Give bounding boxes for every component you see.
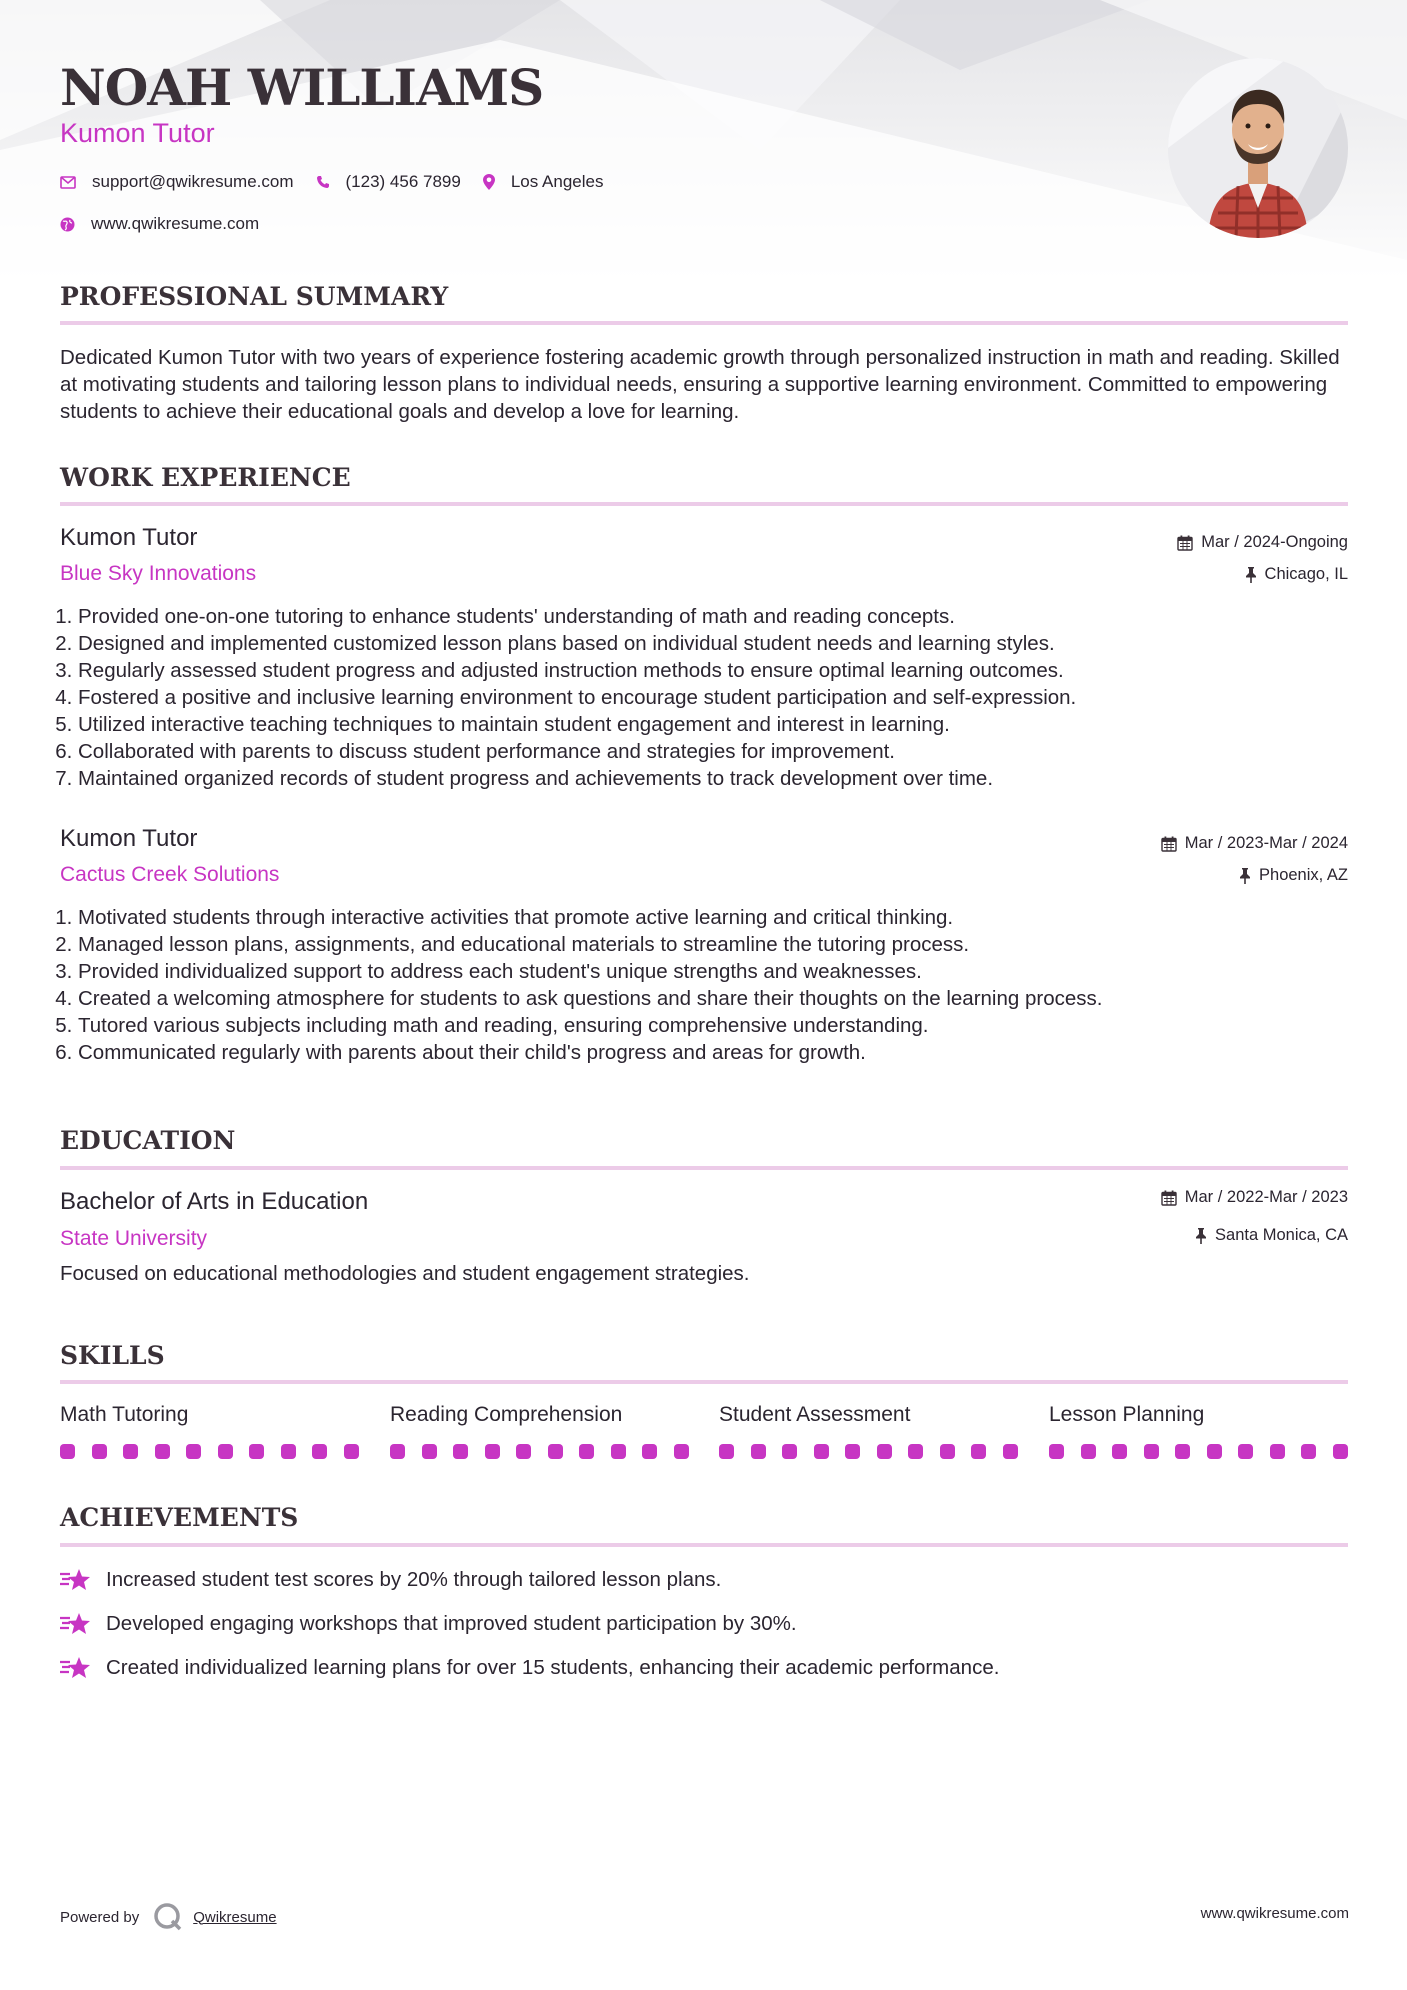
candidate-role: Kumon Tutor — [60, 118, 215, 148]
skills-heading: SKILLS — [60, 1341, 165, 1370]
skill-rating-dot — [344, 1444, 359, 1459]
education-divider — [60, 1166, 1348, 1170]
skill-rating-dot — [971, 1444, 986, 1459]
skill-rating — [60, 1444, 359, 1459]
summary-heading: PROFESSIONAL SUMMARY — [60, 282, 449, 311]
footer-website[interactable]: www.qwikresume.com — [1200, 1905, 1349, 1922]
list-item: 2. Designed and implemented customized lesson plans based on individual student needs and learning styles. — [78, 630, 1348, 657]
list-item: 4. Fostered a positive and inclusive learning environment to encourage student participation and self-expression. — [78, 684, 1348, 711]
achievement-text: Increased student test scores by 20% through tailored lesson plans. — [106, 1568, 722, 1591]
job-2-location — [1239, 866, 1348, 885]
shooting-star-icon — [60, 1611, 92, 1637]
list-item: 4. Created a welcoming atmosphere for students to ask questions and share their thoughts on the learning process. — [78, 985, 1348, 1012]
list-item: 2. Managed lesson plans, assignments, and educational materials to streamline the tutoring process. — [78, 931, 1348, 958]
qwikresume-logo-icon — [153, 1902, 183, 1932]
education-location-text: Santa Monica, CA — [1215, 1226, 1348, 1244]
skill-rating-dot — [92, 1444, 107, 1459]
shooting-star-icon — [60, 1567, 92, 1593]
pushpin-icon — [1245, 567, 1257, 583]
skill-rating — [1049, 1444, 1348, 1459]
job-2-company: Cactus Creek Solutions — [60, 863, 280, 886]
skill-rating-dot — [1270, 1444, 1285, 1459]
skill-rating-dot — [1003, 1444, 1018, 1459]
skill-rating-dot — [1207, 1444, 1222, 1459]
avatar-illustration — [1168, 58, 1348, 238]
experience-divider — [60, 502, 1348, 506]
shooting-star-icon — [60, 1655, 92, 1681]
skill-rating-dot — [390, 1444, 405, 1459]
skill-rating-dot — [186, 1444, 201, 1459]
contact-phone[interactable] — [316, 172, 461, 192]
list-item: 3. Provided individualized support to address each student's unique strengths and weaknesses. — [78, 958, 1348, 985]
phone-text: (123) 456 7899 — [345, 172, 461, 191]
skill-rating-dot — [422, 1444, 437, 1459]
skill-rating-dot — [877, 1444, 892, 1459]
achievement-text: Created individualized learning plans for over 15 students, enhancing their academic performance. — [106, 1656, 1000, 1679]
skill-rating-dot — [218, 1444, 233, 1459]
skill-item — [1049, 1403, 1349, 1459]
contact-website[interactable] — [60, 214, 259, 234]
list-item: 3. Regularly assessed student progress and adjusted instruction methods to ensure optimal learning outcomes. — [78, 657, 1348, 684]
list-item: 5. Utilized interactive teaching techniques to maintain student engagement and interest in learning. — [78, 711, 1348, 738]
skill-rating-dot — [1112, 1444, 1127, 1459]
summary-text: Dedicated Kumon Tutor with two years of experience fostering academic growth through personalized instruction in math and reading. Skilled at motivating students and tailoring lesson plans to individual needs, ensuring a supportive learning environment. Committed to empowering students to achieve their educational goals and develop a love for learning. — [60, 346, 1340, 423]
job-1-location-text: Chicago, IL — [1264, 565, 1348, 583]
list-item: 7. Maintained organized records of student progress and achievements to track development over time. — [78, 765, 1348, 792]
skills-divider — [60, 1380, 1348, 1384]
education-heading: EDUCATION — [60, 1126, 236, 1155]
skill-name: Student Assessment — [719, 1403, 911, 1426]
pushpin-icon — [1239, 868, 1251, 884]
powered-by-label: Powered by — [60, 1908, 140, 1926]
skill-rating-dot — [782, 1444, 797, 1459]
skill-rating-dot — [123, 1444, 138, 1459]
education-dates — [1161, 1188, 1348, 1207]
job-1-location — [1245, 565, 1348, 584]
list-item: 5. Tutored various subjects including math and reading, ensuring comprehensive understanding. — [78, 1012, 1348, 1039]
experience-heading: WORK EXPERIENCE — [60, 463, 351, 492]
skill-name: Reading Comprehension — [390, 1403, 623, 1426]
skill-rating-dot — [845, 1444, 860, 1459]
qwikresume-link[interactable]: Qwikresume — [193, 1908, 277, 1926]
skill-item — [719, 1403, 1019, 1459]
skill-name: Math Tutoring — [60, 1403, 189, 1426]
candidate-name: NOAH WILLIAMS — [60, 58, 544, 117]
skill-rating-dot — [1333, 1444, 1348, 1459]
skill-rating-dot — [281, 1444, 296, 1459]
calendar-icon — [1177, 535, 1193, 551]
globe-icon — [60, 217, 75, 232]
website-text: www.qwikresume.com — [91, 214, 260, 233]
skill-rating-dot — [1175, 1444, 1190, 1459]
skill-rating-dot — [249, 1444, 264, 1459]
pushpin-icon — [1195, 1228, 1207, 1244]
skill-rating-dot — [516, 1444, 531, 1459]
skill-rating-dot — [1301, 1444, 1316, 1459]
education-location — [1195, 1226, 1348, 1245]
skill-rating — [719, 1444, 1018, 1459]
location-text: Los Angeles — [510, 172, 604, 191]
achievements-divider — [60, 1543, 1348, 1547]
map-pin-icon — [483, 174, 495, 190]
job-1-title: Kumon Tutor — [60, 524, 198, 551]
job-1-company: Blue Sky Innovations — [60, 562, 257, 585]
profile-photo — [1168, 58, 1348, 238]
email-text: support@qwikresume.com — [92, 172, 294, 191]
skill-item — [390, 1403, 690, 1459]
skill-item — [60, 1403, 360, 1459]
calendar-icon — [1161, 1190, 1177, 1206]
contact-email[interactable] — [60, 172, 294, 192]
skill-rating-dot — [814, 1444, 829, 1459]
job-1-dates — [1177, 533, 1348, 552]
skill-rating-dot — [940, 1444, 955, 1459]
skill-rating-dot — [155, 1444, 170, 1459]
skill-rating-dot — [1049, 1444, 1064, 1459]
education-degree: Bachelor of Arts in Education — [60, 1188, 369, 1215]
skill-rating-dot — [579, 1444, 594, 1459]
contact-row-primary — [60, 172, 625, 192]
skill-rating-dot — [312, 1444, 327, 1459]
contact-location — [483, 172, 604, 192]
skill-rating-dot — [674, 1444, 689, 1459]
education-description: Focused on educational methodologies and student engagement strategies. — [60, 1262, 750, 1285]
envelope-icon — [60, 176, 76, 189]
footer-powered-by — [60, 1902, 277, 1932]
list-item: 6. Communicated regularly with parents about their child's progress and areas for growth. — [78, 1039, 1348, 1066]
skill-rating-dot — [719, 1444, 734, 1459]
achievements-heading: ACHIEVEMENTS — [60, 1503, 299, 1532]
skill-rating-dot — [485, 1444, 500, 1459]
phone-icon — [316, 175, 330, 189]
contact-row-secondary — [60, 214, 281, 234]
skill-rating-dot — [611, 1444, 626, 1459]
skill-rating-dot — [548, 1444, 563, 1459]
job-2-dates — [1161, 834, 1348, 853]
skill-rating-dot — [453, 1444, 468, 1459]
skill-rating — [390, 1444, 689, 1459]
skill-name: Lesson Planning — [1049, 1403, 1205, 1426]
achievement-text: Developed engaging workshops that improved student participation by 30%. — [106, 1612, 797, 1635]
skill-rating-dot — [1081, 1444, 1096, 1459]
education-school: State University — [60, 1227, 208, 1250]
summary-divider — [60, 321, 1348, 325]
achievement-item — [60, 1567, 721, 1593]
skill-rating-dot — [751, 1444, 766, 1459]
job-2-location-text: Phoenix, AZ — [1259, 866, 1348, 884]
list-item: 1. Motivated students through interactive activities that promote active learning and critical thinking. — [78, 904, 1348, 931]
education-dates-text: Mar / 2022-Mar / 2023 — [1184, 1188, 1348, 1206]
skill-rating-dot — [1144, 1444, 1159, 1459]
skill-rating-dot — [908, 1444, 923, 1459]
skill-rating-dot — [642, 1444, 657, 1459]
skill-rating-dot — [1238, 1444, 1253, 1459]
achievement-item — [60, 1611, 797, 1637]
skill-rating-dot — [60, 1444, 75, 1459]
calendar-icon — [1161, 836, 1177, 852]
job-2-bullets — [60, 904, 1348, 1066]
job-1-bullets — [60, 603, 1348, 792]
job-2-dates-text: Mar / 2023-Mar / 2024 — [1184, 834, 1348, 852]
list-item: 6. Collaborated with parents to discuss student performance and strategies for improvement. — [78, 738, 1348, 765]
achievement-item — [60, 1655, 999, 1681]
job-2-title: Kumon Tutor — [60, 825, 198, 852]
list-item: 1. Provided one-on-one tutoring to enhance students' understanding of math and reading concepts. — [78, 603, 1348, 630]
job-1-dates-text: Mar / 2024-Ongoing — [1201, 533, 1348, 551]
